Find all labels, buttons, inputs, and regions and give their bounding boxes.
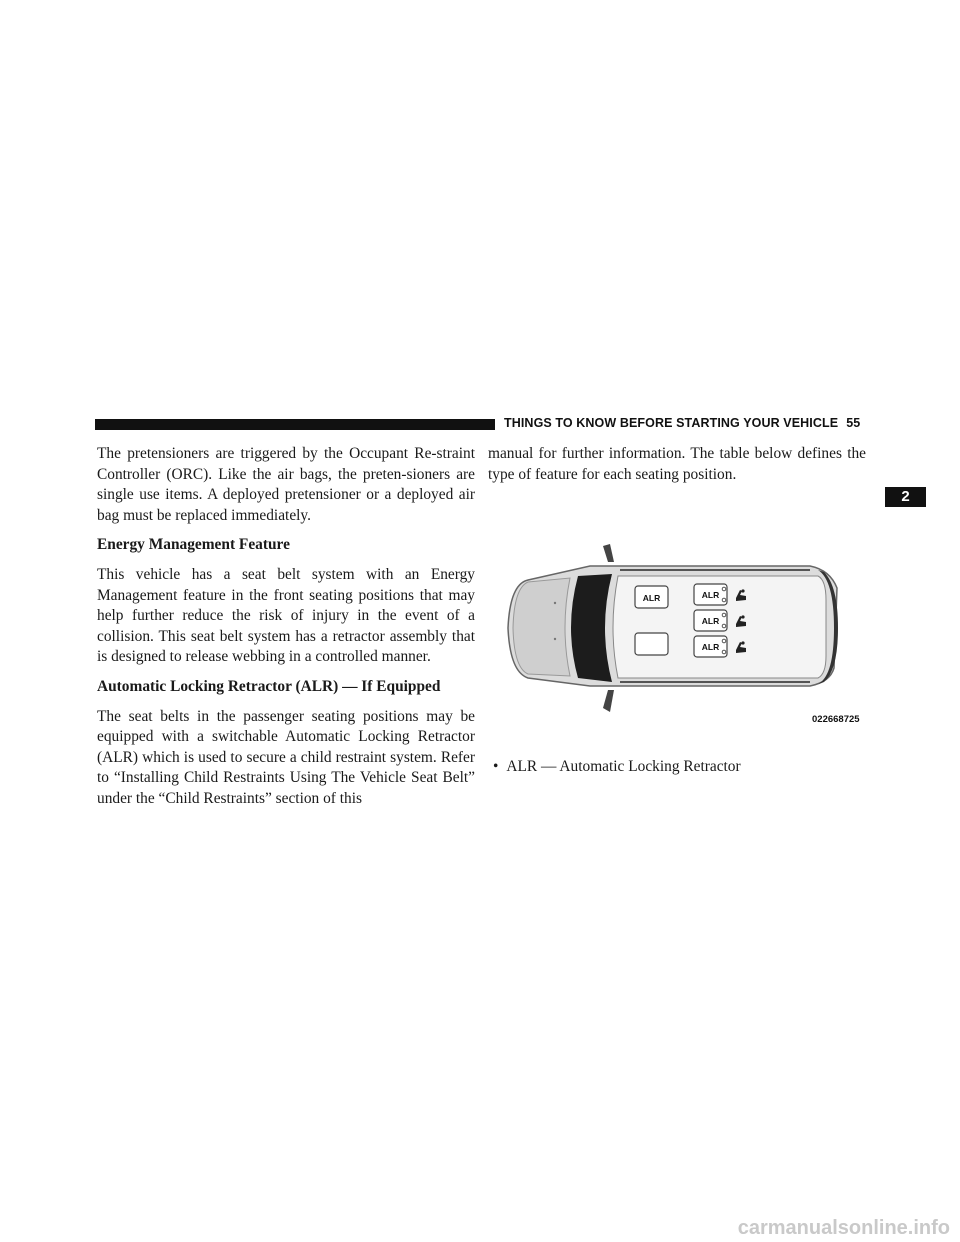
vehicle-seating-diagram [500, 540, 870, 730]
seat-label: ALR [701, 642, 720, 652]
page-number: 55 [846, 416, 861, 430]
figure-id: 022668725 [812, 714, 860, 725]
left-column [97, 444, 475, 819]
paragraph-alr: The seat belts in the passenger seating positions may be equipped with a switchable Automatic Locking Retractor (ALR) which is used to secure a child restraint system. Refer to “Installing Child Restraints Using The Vehicle Seat Belt” under the “Child Restraints” section of this [97, 707, 475, 807]
seat-label: ALR [642, 593, 661, 603]
right-column [488, 444, 866, 494]
heading-alr: Automatic Locking Retractor (ALR) — If Equipped [97, 677, 441, 695]
paragraph-continued: manual for further information. The table below defines the type of feature for each seating position. [488, 445, 866, 483]
header-rule [95, 419, 495, 430]
bullet-item [493, 757, 741, 777]
seat-label: ALR [701, 590, 720, 600]
bullet-dot-icon: • [493, 758, 499, 775]
section-title: THINGS TO KNOW BEFORE STARTING YOUR VEHICLE [504, 416, 839, 430]
paragraph-pretensioners: The pretensioners are triggered by the Occupant Re-straint Controller (ORC). Like the air bags, the preten-sioners are single use items. A deployed pretensioner or a deployed air bag must be replaced immediately. [97, 445, 475, 524]
chapter-tab: 2 [885, 487, 926, 507]
driver-seat [635, 633, 668, 655]
heading-energy-management: Energy Management Feature [97, 536, 290, 554]
bullet-text: ALR — Automatic Locking Retractor [506, 758, 741, 775]
seat-label: ALR [701, 616, 720, 626]
paragraph-energy-management: This vehicle has a seat belt system with an Energy Management feature in the front seating positions that may help further reduce the risk of injury in the event of a collision. This seat belt system has a retractor assembly that is designed to release webbing in a controlled manner. [97, 565, 475, 666]
running-header [504, 416, 860, 430]
watermark: carmanualsonline.info [737, 1217, 950, 1239]
